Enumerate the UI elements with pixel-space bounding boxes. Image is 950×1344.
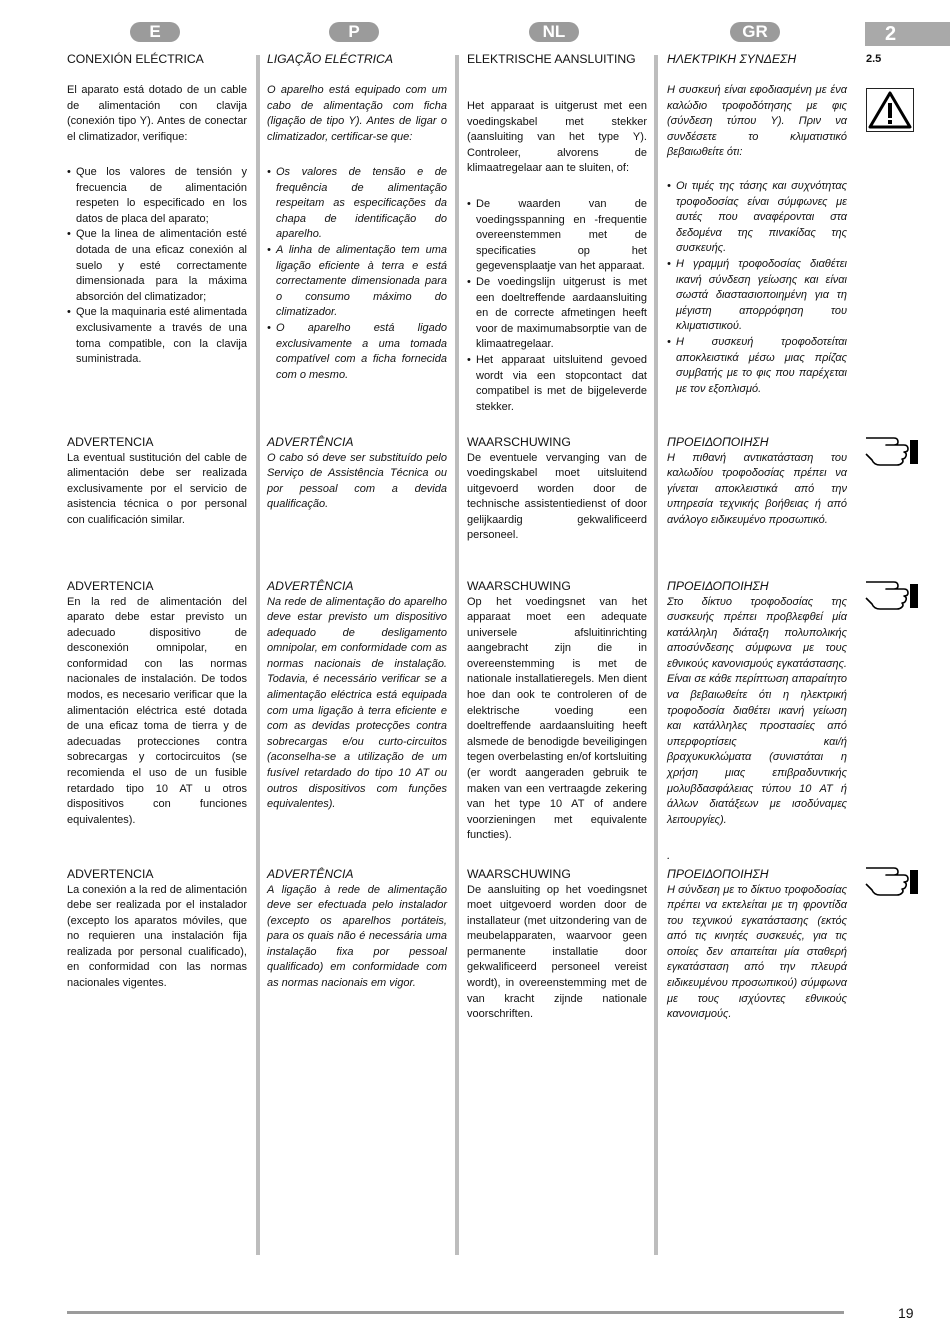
list-item: • De voedingslijn uitgerust is met een doeltreffende aardaansluiting en de correcte afmetingen heeft voor de maximumabsorptie van de klimaatregelaar. [467, 275, 647, 353]
warning-triangle-icon [866, 88, 914, 132]
warning-title: WAARSCHUWING [467, 867, 571, 881]
warning-text: O cabo só deve ser substituído pelo Serviço de Assistência Técnica ou por pessoal com a devida qualificação. [267, 451, 447, 511]
column-pt [267, 52, 447, 1052]
stray-dot: . [667, 848, 671, 862]
warning-title: ADVERTENCIA [67, 579, 154, 593]
column-nl [467, 52, 647, 1052]
section-title: ELEKTRISCHE AANSLUITING [467, 52, 636, 66]
check-list [467, 197, 647, 415]
warning-text: Na rede de alimentação do aparelho deve estar previsto um dispositivo adequado de desligamento omnipolar, em conformidade com as normas nacionais de instalação. Todavia, é necessário verificar se a alimentação eléctrica está equipada com uma ligação à terra eficiente e com as devidas protecções contra sobrecargas e/ou curto-circuitos (aconselha-se a utilização de um fusível retardado do tipo 10 AT ou outros dispositivos com funções equivalentes). [267, 595, 447, 811]
warning-title: ΠΡΟΕΙΔΟΠΟΙΗΣΗ [667, 435, 769, 449]
warning-title: ΠΡΟΕΙΔΟΠΟΙΗΣΗ [667, 867, 769, 881]
badge-nl: NL [529, 22, 579, 42]
warning-text: Η σύνδεση με το δίκτυο τροφοδοσίας πρέπει να εκτελείται με τη φροντίδα του τεχνικού εγκατάστασης (εκτός από τις κινητές συσκευές, για τις οποίες δεν απαιτείται μία σταθερή εγκατάσταση από την πλευρά ειδικευμένου προσωπικού) σύμφωνα με τους ισχύοντες εθνικούς κανονισμούς. [667, 883, 847, 1021]
intro-text: O aparelho está equipado com um cabo de alimentação com ficha (ligação de tipo Y). Antes de ligar o climatizador, certificar-se que: [267, 84, 447, 143]
column-es [67, 52, 247, 1052]
list-item: • Os valores de tensão e de frequência de alimentação respeitam as especificações da chapa de identificação do aparelho. [267, 165, 447, 243]
check-list [67, 165, 247, 368]
warning-text: A ligação à rede de alimentação deve ser efectuada pelo instalador (excepto os aparelhos portáteis, para os quais não é necessária uma instalação fixa por pessoal qualificado) em conformidade com as normas nacionais em vigor. [267, 883, 447, 990]
warning-text: De eventuele vervanging van de voedingskabel moet uitsluitend uitgevoerd worden door de technische assistentiedienst of door gelijkaardig gekwalificeerd personeel. [467, 451, 647, 542]
warning-text: Op het voedingsnet van het apparaat moet een adequate universele afsluitinrichting aangebracht zijn die in overeenstemming is met de nationale installatieregels. Men dient hoe dan ook te controleren of de elektrische voeding een doeltreffende aardaansluiting heeft alsmede de benodigde beveiligingen tegen overbelasting en/of kortsluiting (er wordt aangeraden gebruik te maken van een vertraagde zekering van het type 10 AT of andere voorzieningen met equivalente functies). [467, 595, 647, 842]
list-item: • Que la maquinaria esté alimentada exclusivamente a través de una toma compatible, con la clavija suministrada. [67, 305, 247, 367]
pointing-hand-icon [864, 432, 922, 468]
badge-es: E [130, 22, 180, 42]
warning-text: De aansluiting op het voedingsnet moet uitgevoerd worden door de installateur (met uitzondering van de meubelapparaten, waarvoor geen permanente installatie door gekwalificeerd personeel vereist wordt), in overeenstemming met de van kracht zijnde nationale voorschriften. [467, 883, 647, 1021]
list-item: • Η γραμμή τροφοδοσίας διαθέτει ικανή σύνδεση γείωσης και είναι σωστά διαστασιοποιημένη για τη μέγιστη απορρόφηση του κλιματιστικού. [667, 257, 847, 335]
list-item: • Η συσκευή τροφοδοτείται αποκλειστικά μέσω μιας πρίζας συμβατής με το φις που παρέχεται με τον εξοπλισμό. [667, 335, 847, 397]
list-item: • De waarden van de voedingsspanning en -frequentie overeenstemmen met de specificaties op het gegevensplaatje van het apparaat. [467, 197, 647, 275]
warning-title: ADVERTENCIA [67, 435, 154, 449]
section-title: CONEXIÓN ELÉCTRICA [67, 52, 204, 66]
list-item: • A linha de alimentação tem uma ligação eficiente à terra e está correctamente dimensionada para o consumo máximo do climatizador. [267, 243, 447, 321]
warning-title: ADVERTENCIA [67, 867, 154, 881]
warning-title: ADVERTÊNCIA [267, 435, 354, 449]
section-title: LIGAÇÃO ELÉCTRICA [267, 52, 393, 66]
column-separator [654, 55, 658, 1255]
warning-text: En la red de alimentación del aparato debe estar previsto un adecuado dispositivo de desconexión omnipolar, en conformidad con las normas nacionales de instalación. De todos modos, es necesario verificar que la alimentación eléctrica esté dotada de una eficaz toma de tierra y de adecuadas protecciones contra sobrecargas y cortocircuitos (se recomienda el uso de un fusible retardado tipo 10 AT u otros dispositivos con funciones equivalentes). [67, 595, 247, 826]
badge-gr: GR [730, 22, 780, 42]
pointing-hand-icon [864, 862, 922, 898]
badge-pt: P [329, 22, 379, 42]
warning-title: ADVERTÊNCIA [267, 867, 354, 881]
intro-text: Het apparaat is uitgerust met een voedingskabel met stekker (aansluiting van het type Y). Controleer, alvorens de klimaatregelaar aan te sluiten, of: [467, 100, 647, 175]
footer-rule [67, 1311, 844, 1314]
column-gr [667, 52, 847, 1052]
warning-text: La conexión a la red de alimentación debe ser realizada por el instalador (excepto los aparatos móviles, que no requieren una instalación fija realizada por personal cualificado), en conformidad con las normas nacionales vigentes. [67, 883, 247, 990]
warning-title: ΠΡΟΕΙΔΟΠΟΙΗΣΗ [667, 579, 769, 593]
list-item: • Que los valores de tensión y frecuencia de alimentación respeten lo especificado en los datos de placa del aparato; [67, 165, 247, 227]
warning-text: La eventual sustitución del cable de alimentación debe ser realizada exclusivamente por el servicio de asistencia técnica o por personal con cualificación similar. [67, 451, 247, 526]
list-item: • Het apparaat uitsluitend gevoed wordt via een stopcontact dat compatibel is met de bijgeleverde stekker. [467, 353, 647, 415]
intro-text: Η συσκευή είναι εφοδιασμένη με ένα καλώδιο τροφοδότησης με φις (σύνδεση τύπου Y). Πριν να συνδέσετε το κλιματιστικό βεβαιωθείτε ότι: [667, 84, 847, 159]
intro-text: El aparato está dotado de un cable de alimentación con clavija (conexión tipo Y). Antes de conectar el climatizador, verifique: [67, 84, 247, 143]
warning-title: WAARSCHUWING [467, 435, 571, 449]
chapter-tab: 2 [865, 22, 950, 46]
page-number: 19 [898, 1305, 914, 1321]
section-number: 2.5 [866, 53, 882, 65]
warning-text: Στο δίκτυο τροφοδοσίας της συσκευής πρέπει προβλεφθεί μία κατάλληλη διάταξη πολυπολικής αποσύνδεσης σύμφωνα με τους εθνικούς κανονισμούς εγκατάστασης. Είναι σε κάθε περίπτωση απαραίτητο να βεβαιωθείτε ότι η ηλεκτρική τροφοδοσία διαθέτει ικανή γείωση και κατάλληλες προστασίες από υπερφορτίσεις και/ή βραχυκυκλώματα (συνιστάται η χρήση μιας επιβραδυντικής μολυβδασφάλειας τύπου 10 AT ή άλλων διατάξεων με ισοδύναμες λειτουργίες). [667, 595, 847, 826]
pointing-hand-icon [864, 576, 922, 612]
list-item: • O aparelho está ligado exclusivamente a uma tomada compatível com a ficha fornecida com o mesmo. [267, 321, 447, 383]
warning-text: Η πιθανή αντικατάσταση του καλωδίου τροφοδοσίας πρέπει να γίνεται αποκλειστικά από την υπηρεσία τεχνικής βοήθειας ή από ανάλογο ειδικευμένο προσωπικό. [667, 451, 847, 526]
warning-title: WAARSCHUWING [467, 579, 571, 593]
column-separator [455, 55, 459, 1255]
check-list [667, 179, 847, 397]
list-item: • Que la linea de alimentación esté dotada de una eficaz conexión al suelo y esté correctamente dimensionada para la máxima absorción del climatizador; [67, 227, 247, 305]
list-item: • Οι τιμές της τάσης και συχνότητας τροφοδοσίας είναι σύμφωνες με αυτές που αναφέρονται στα δεδομένα της πινακίδας της συσκευής. [667, 179, 847, 257]
column-separator [256, 55, 260, 1255]
section-title: ΗΛΕΚΤΡΙΚΗ ΣΥΝΔΕΣΗ [667, 52, 797, 66]
check-list [267, 165, 447, 383]
warning-title: ADVERTÊNCIA [267, 579, 354, 593]
